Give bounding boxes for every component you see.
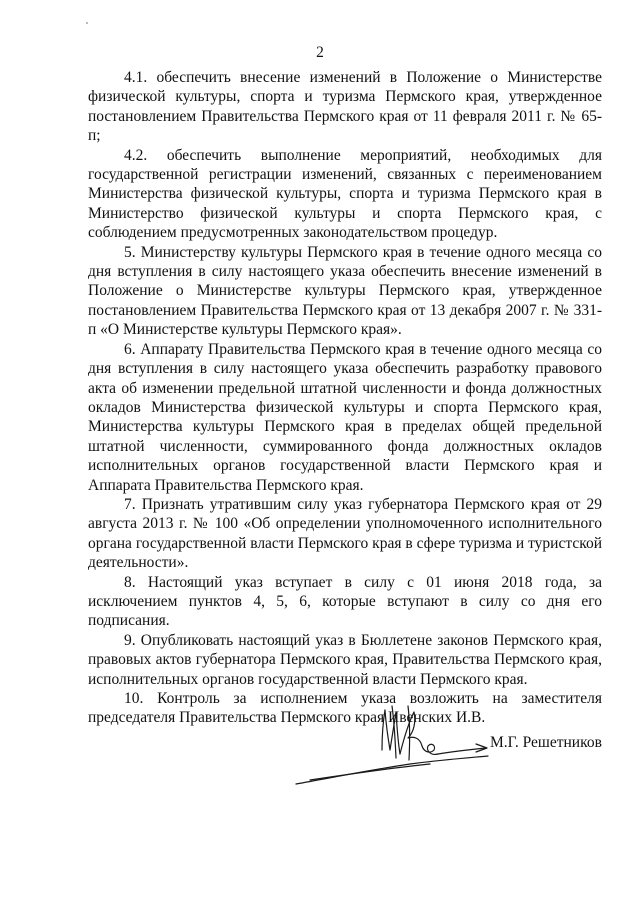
document-body bbox=[88, 68, 602, 728]
paragraph-9: 9. Опубликовать настоящий указ в Бюллетене законов Пермского края, правовых актов губернатора Пермского края, Правительства Пермского края, исполнительных органов государственной власти Пермского края. bbox=[88, 631, 602, 688]
signer-name: М.Г. Решетников bbox=[490, 734, 602, 751]
paragraph-8: 8. Настоящий указ вступает в силу с 01 июня 2018 года, за исключением пунктов 4, 5, 6, которые вступают в силу со дня его подписания. bbox=[88, 573, 602, 630]
paragraph-6: 6. Аппарату Правительства Пермского края в течение одного месяца со дня вступления в силу настоящего указа обеспечить разработку правового акта об изменении предельной штатной численности и фонда должностных окладов Министерства физической культуры и спорта Пермского края, Министерства культуры Пермского края в пределах общей предельной штатной численности, суммированного фонда должностных окладов исполнительных органов государственной власти Пермского края и Аппарата Правительства Пермского края. bbox=[88, 340, 602, 494]
paragraph-7: 7. Признать утратившим силу указ губернатора Пермского края от 29 августа 2013 г. № 100 «Об определении уполномоченного исполнительного органа государственной власти Пермского края в сфере туризма и туристской деятельности». bbox=[88, 495, 602, 572]
paragraph-4-2: 4.2. обеспечить выполнение мероприятий, необходимых для государственной регистрации изменений, связанных с переименованием Министерства физической культуры, спорта и туризма Пермского края в Министерство физической культуры и спорта Пермского края, с соблюдением предусмотренных законодательством процедур. bbox=[88, 146, 602, 242]
page-number: 2 bbox=[316, 44, 324, 61]
handwritten-signature bbox=[290, 698, 490, 788]
scan-mark bbox=[86, 22, 88, 24]
paragraph-10: 10. Контроль за исполнением указа возложить на заместителя председателя Правительства Пермского края Ивенских И.В. bbox=[88, 690, 602, 727]
paragraph-4-1: 4.1. обеспечить внесение изменений в Положение о Министерстве физической культуры, спорта и туризма Пермского края, утвержденное постановлением Правительства Пермского края от 11 февраля 2011 г. № 65-п; bbox=[88, 69, 602, 145]
paragraph-5: 5. Министерству культуры Пермского края в течение одного месяца со дня вступления в силу настоящего указа обеспечить внесение изменений в Положение о Министерстве культуры Пермского края, утвержденное постановлением Правительства Пермского края от 13 декабря 2007 г. № 331-п «О Министерстве культуры Пермского края». bbox=[88, 243, 602, 339]
